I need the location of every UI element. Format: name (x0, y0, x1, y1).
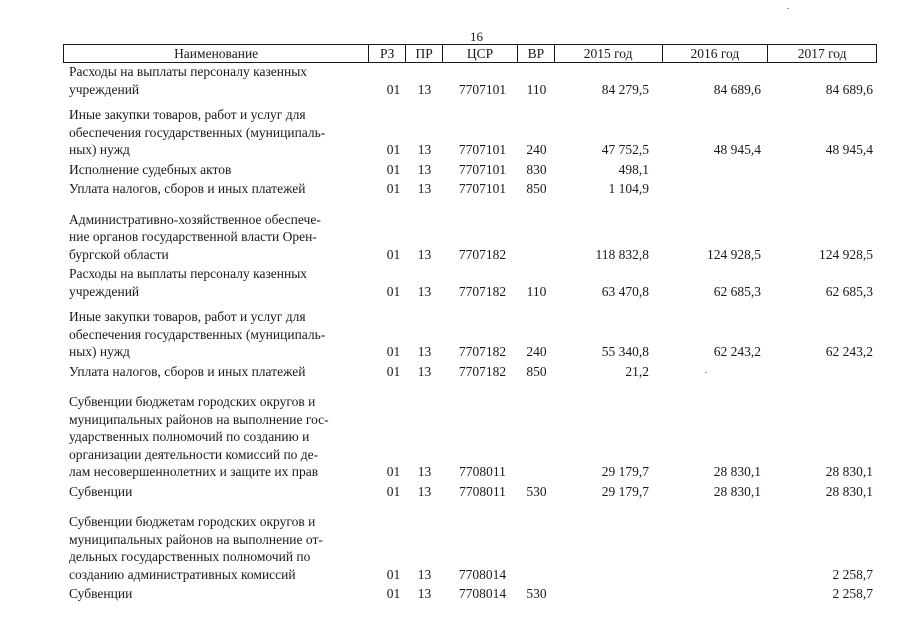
row-rz: 01 (386, 363, 401, 379)
row-csr: 7707182 (458, 363, 507, 379)
row-rz: 01 (386, 283, 401, 299)
row-2016: 62 243,2 (713, 344, 761, 359)
row-2015: 21,2 (625, 363, 649, 379)
table-row (63, 513, 877, 583)
row-pr: 13 (417, 246, 432, 262)
row-name: Субвенции (69, 586, 133, 601)
row-csr: 7707101 (458, 142, 507, 157)
row-name: Расходы на выплаты персоналу казенных учреждений (69, 64, 308, 97)
header-2017: 2017 год (797, 45, 847, 61)
row-csr: 7708014 (458, 566, 507, 582)
row-2017: 28 830,1 (825, 483, 873, 499)
row-vr: 850 (526, 181, 547, 196)
row-csr: 7707101 (458, 181, 507, 196)
row-vr: 530 (526, 586, 547, 601)
row-vr: 110 (526, 283, 547, 299)
row-2015: 29 179,7 (601, 483, 649, 499)
row-name: Уплата налогов, сборов и иных платежей (69, 181, 306, 196)
header-rz: РЗ (369, 45, 406, 62)
row-csr: 7708011 (459, 464, 506, 479)
row-2017: 2 258,7 (832, 586, 873, 601)
row-rz: 01 (386, 181, 401, 196)
row-2015: 1 104,9 (608, 181, 649, 196)
row-name: Расходы на выплаты персоналу казенных учреждений (69, 266, 308, 299)
row-pr: 13 (417, 181, 432, 196)
row-2017: 124 928,5 (819, 246, 873, 262)
row-2015: 55 340,8 (601, 344, 649, 359)
row-rz: 01 (386, 142, 401, 157)
row-2016: 28 830,1 (713, 483, 761, 499)
header-vr: ВР (518, 45, 555, 62)
row-2017: 84 689,6 (825, 81, 873, 97)
row-2015: 118 832,8 (595, 246, 649, 262)
row-name: Иные закупки товаров, работ и услуг для обеспечения государственных (муниципаль- ных) нужд (69, 309, 326, 359)
table-row (63, 63, 877, 98)
row-pr: 13 (417, 363, 432, 379)
row-2016: 62 685,3 (713, 283, 761, 299)
row-vr: 240 (526, 142, 547, 157)
row-rz: 01 (386, 161, 401, 177)
row-pr: 13 (417, 566, 432, 582)
row-rz: 01 (386, 566, 401, 582)
row-2015: 84 279,5 (601, 81, 649, 97)
table-row (63, 585, 877, 603)
row-rz: 01 (386, 483, 401, 499)
row-rz: 01 (386, 586, 401, 601)
header-csr: ЦСР (443, 45, 518, 62)
page-number: 16 (470, 29, 483, 44)
row-name: Субвенции бюджетам городских округов и муниципальных районов на выполнение гос- ударственных полномочий по созданию и организации деятельности комиссий по де- лам несовершеннолетних и защите их прав (69, 394, 329, 479)
row-pr: 13 (417, 81, 432, 97)
table-row (63, 393, 877, 481)
row-vr: 830 (526, 161, 547, 177)
table-body (63, 63, 877, 603)
row-name: Исполнение судебных актов (69, 161, 232, 177)
row-pr: 13 (417, 464, 432, 479)
row-2017: 48 945,4 (825, 142, 873, 157)
row-name: Субвенции бюджетам городских округов и муниципальных районов на выполнение от- дельных государственных полномочий по созданию административных комиссий (69, 514, 323, 582)
table-row (63, 483, 877, 501)
header-2015: 2015 год (555, 45, 663, 62)
table-header (63, 44, 877, 63)
row-2016: 48 945,4 (713, 142, 761, 157)
table-row (63, 211, 877, 264)
row-2016: 28 830,1 (713, 464, 761, 479)
scan-speck (705, 372, 707, 373)
scan-speck (787, 8, 789, 9)
table-row (63, 265, 877, 300)
header-2016: 2016 год (663, 45, 769, 62)
row-2015: 63 470,8 (601, 283, 649, 299)
row-2015: 47 752,5 (601, 142, 649, 157)
row-2017: 2 258,7 (832, 566, 873, 582)
row-vr: 110 (526, 81, 547, 97)
row-name: Субвенции (69, 483, 133, 499)
row-csr: 7708014 (458, 586, 507, 601)
row-rz: 01 (386, 246, 401, 262)
row-name: Иные закупки товаров, работ и услуг для обеспечения государственных (муниципаль- ных) нужд (69, 107, 326, 157)
row-vr: 850 (526, 363, 547, 379)
row-name: Уплата налогов, сборов и иных платежей (69, 363, 306, 379)
row-csr: 7707101 (458, 161, 507, 177)
row-2016: 124 928,5 (707, 246, 761, 262)
row-pr: 13 (417, 142, 432, 157)
row-csr: 7708011 (459, 483, 506, 499)
row-csr: 7707182 (458, 283, 507, 299)
row-2015: 498,1 (618, 161, 649, 177)
row-2017: 28 830,1 (825, 464, 873, 479)
row-vr: 240 (526, 344, 547, 359)
row-pr: 13 (417, 283, 432, 299)
row-pr: 13 (417, 161, 432, 177)
header-pr: ПР (406, 45, 443, 62)
table-row (63, 180, 877, 198)
row-name: Административно-хозяйственное обеспече- ние органов государственной власти Орен- бургской области (69, 211, 321, 262)
row-csr: 7707182 (458, 246, 507, 262)
row-csr: 7707101 (458, 81, 507, 97)
row-pr: 13 (417, 586, 432, 601)
table-row (63, 106, 877, 159)
table-row (63, 363, 877, 381)
row-2016: 84 689,6 (713, 81, 761, 97)
row-csr: 7707182 (458, 344, 507, 359)
row-vr: 530 (526, 483, 547, 499)
row-rz: 01 (386, 81, 401, 97)
row-rz: 01 (386, 344, 401, 359)
table-row (63, 161, 877, 179)
row-2017: 62 685,3 (825, 283, 873, 299)
row-2015: 29 179,7 (601, 464, 649, 479)
row-pr: 13 (417, 344, 432, 359)
row-pr: 13 (417, 483, 432, 499)
row-rz: 01 (386, 464, 401, 479)
header-name: Наименование (64, 45, 369, 62)
table-row (63, 308, 877, 361)
row-2017: 62 243,2 (825, 344, 873, 359)
